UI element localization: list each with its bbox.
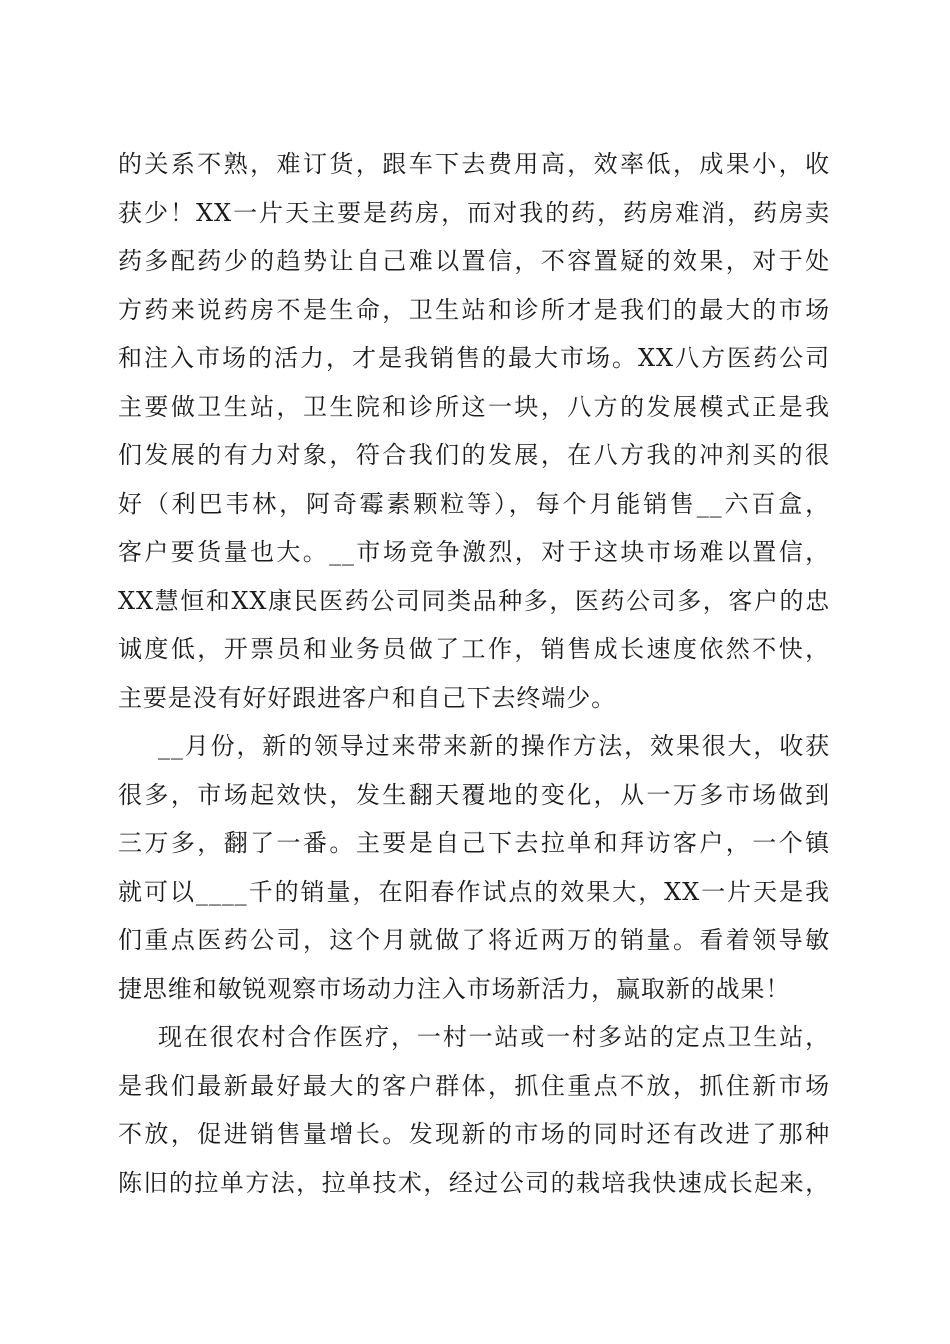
text-line: 和注入市场的活力，才是我销售的最大市场。XX八方医药公司	[118, 344, 830, 372]
paragraph-1	[118, 140, 830, 722]
text-line: 就可以____千的销量，在阳春作试点的效果大，XX一片天是我	[118, 877, 830, 906]
text-line: 现在很农村合作医疗，一村一站或一村多站的定点卫生站，	[158, 1023, 830, 1051]
text-line: 不放，促进销售量增长。发现新的市场的同时还有改进了那种	[118, 1120, 830, 1148]
text-line: 客户要货量也大。__市场竞争激烈，对于这块市场难以置信，	[118, 538, 830, 566]
text-line: 们发展的有力对象，符合我们的发展，在八方我的冲剂买的很	[118, 441, 830, 469]
text-line: 主要是没有好好跟进客户和自己下去终端少。	[118, 683, 616, 712]
text-line: 三万多，翻了一番。主要是自己下去拉单和拜访客户，一个镇	[118, 829, 830, 857]
text-line: 陈旧的拉单方法，拉单技术，经过公司的栽培我快速成长起来，	[118, 1168, 830, 1197]
text-line: 们重点医药公司，这个月就做了将近两万的销量。看着领导敏	[118, 926, 830, 954]
paragraph-3	[118, 1013, 830, 1207]
text-line: XX慧恒和XX康民医药公司同类品种多，医药公司多，客户的忠	[118, 586, 830, 615]
paragraph-2	[118, 722, 830, 1013]
text-line: __月份，新的领导过来带来新的操作方法，效果很大，收获	[158, 732, 830, 760]
text-line: 是我们最新最好最大的客户群体，抓住重点不放，抓住新市场	[118, 1071, 830, 1100]
text-line: 很多，市场起效快，发生翻天覆地的变化，从一万多市场做到	[118, 780, 830, 809]
text-line: 主要做卫生站，卫生院和诊所这一块，八方的发展模式正是我	[118, 392, 830, 421]
document-body	[118, 140, 830, 1207]
text-line: 药多配药少的趋势让自己难以置信，不容置疑的效果，对于处	[118, 247, 830, 275]
text-line: 诚度低，开票员和业务员做了工作，销售成长速度依然不快，	[118, 635, 830, 663]
text-line: 捷思维和敏锐观察市场动力注入市场新活力，赢取新的战果！	[118, 974, 791, 1003]
text-line: 方药来说药房不是生命，卫生站和诊所才是我们的最大的市场	[118, 295, 830, 324]
text-line: 好（利巴韦林，阿奇霉素颗粒等），每个月能销售__六百盒，	[118, 489, 830, 518]
text-line: 的关系不熟，难订货，跟车下去费用高，效率低，成果小，收	[118, 150, 830, 178]
text-line: 获少！XX一片天主要是药房，而对我的药，药房难消，药房卖	[118, 198, 830, 227]
